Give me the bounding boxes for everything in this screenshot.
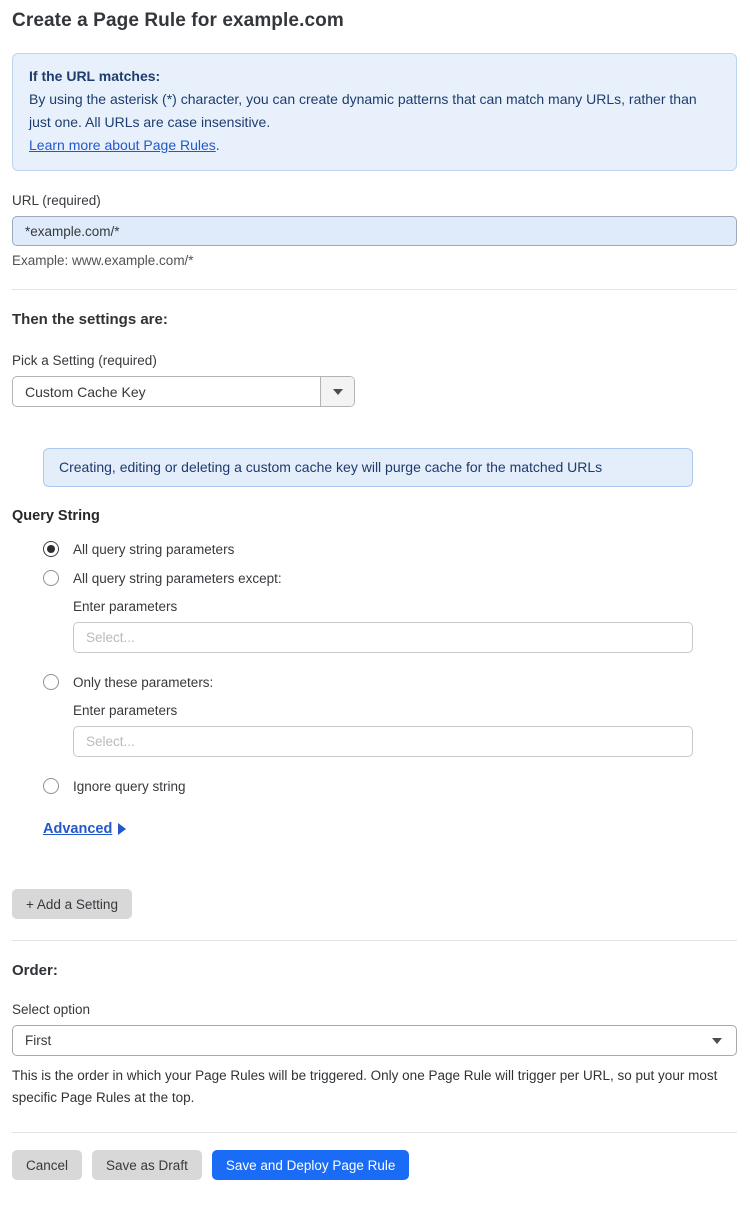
query-string-options bbox=[43, 541, 737, 838]
link-suffix: . bbox=[215, 137, 220, 153]
setting-select-value: Custom Cache Key bbox=[25, 383, 146, 400]
setting-select-arrow-button[interactable] bbox=[320, 377, 354, 406]
cache-key-notice: Creating, editing or deleting a custom cache key will purge cache for the matched URLs bbox=[43, 448, 693, 487]
radio-label: Ignore query string bbox=[73, 778, 186, 794]
except-params-block bbox=[73, 599, 737, 653]
radio-label: All query string parameters bbox=[73, 541, 235, 557]
enter-parameters-label: Enter parameters bbox=[73, 599, 178, 614]
url-match-info-box bbox=[12, 53, 737, 171]
settings-heading: Then the settings are: bbox=[12, 311, 168, 328]
except-parameters-input[interactable] bbox=[73, 622, 693, 653]
page-title: Create a Page Rule for example.com bbox=[12, 10, 344, 31]
footer-buttons bbox=[12, 1150, 737, 1180]
url-field-label: URL (required) bbox=[12, 193, 101, 208]
radio-all-params-except[interactable] bbox=[43, 570, 737, 586]
radio-label: Only these parameters: bbox=[73, 674, 214, 690]
radio-ignore-query-string[interactable] bbox=[43, 778, 737, 794]
order-select-label: Select option bbox=[12, 1002, 91, 1017]
order-heading: Order: bbox=[12, 962, 58, 979]
radio-icon[interactable] bbox=[43, 570, 59, 586]
radio-label: All query string parameters except: bbox=[73, 570, 282, 586]
info-box-body: By using the asterisk (*) character, you can create dynamic patterns that can match many URLs, rather than just one. All URLs are case insensitive. bbox=[29, 91, 697, 130]
info-box-link-row bbox=[29, 134, 720, 157]
enter-parameters-label: Enter parameters bbox=[73, 703, 178, 718]
order-select-value: First bbox=[25, 1033, 52, 1048]
advanced-link[interactable] bbox=[43, 821, 126, 837]
order-description: This is the order in which your Page Rules will be triggered. Only one Page Rule will trigger per URL, so put your most specific Page Rules at the top. bbox=[12, 1068, 718, 1105]
only-params-block bbox=[73, 703, 737, 757]
pick-setting-label: Pick a Setting (required) bbox=[12, 353, 157, 368]
order-select[interactable] bbox=[12, 1025, 737, 1056]
chevron-down-icon bbox=[712, 1038, 722, 1044]
radio-icon[interactable] bbox=[43, 674, 59, 690]
chevron-right-icon bbox=[118, 823, 126, 835]
url-input[interactable] bbox=[12, 216, 737, 246]
radio-icon[interactable] bbox=[43, 541, 59, 557]
advanced-link-label: Advanced bbox=[43, 821, 113, 837]
info-box-heading: If the URL matches: bbox=[29, 68, 161, 84]
save-and-deploy-button[interactable]: Save and Deploy Page Rule bbox=[212, 1150, 410, 1180]
setting-select[interactable] bbox=[12, 376, 355, 407]
divider bbox=[12, 940, 737, 941]
learn-more-link[interactable]: Learn more about Page Rules bbox=[29, 137, 216, 153]
divider bbox=[12, 289, 737, 290]
save-as-draft-button[interactable]: Save as Draft bbox=[92, 1150, 202, 1180]
radio-all-query-params[interactable] bbox=[43, 541, 737, 557]
query-string-heading: Query String bbox=[12, 508, 100, 524]
divider bbox=[12, 1132, 737, 1133]
url-example-text: Example: www.example.com/* bbox=[12, 253, 194, 268]
add-setting-button[interactable]: + Add a Setting bbox=[12, 889, 132, 919]
add-setting-row bbox=[12, 889, 737, 919]
radio-icon[interactable] bbox=[43, 778, 59, 794]
chevron-down-icon bbox=[333, 389, 343, 395]
only-parameters-input[interactable] bbox=[73, 726, 693, 757]
cancel-button[interactable]: Cancel bbox=[12, 1150, 82, 1180]
radio-only-these-params[interactable] bbox=[43, 674, 737, 690]
